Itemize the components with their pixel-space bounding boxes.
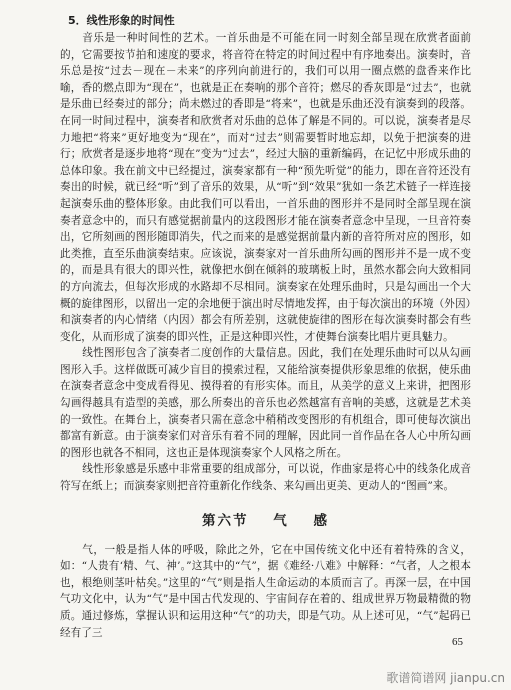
page-number: 65 bbox=[452, 636, 463, 648]
body-paragraph: 线性图形包含了演奏者二度创作的大量信息。因此，我们在处理乐曲时可以从勾画图形入手。这样做既可减少盲目的摸索过程，又能给演奏提供形象思维的依据，使乐曲在演奏者意念中变成看得见、摸得着的有形实体。而且，从美学的意义上来讲，把图形勾画得越具有造型的美感，那么所奏出的音乐也必然越富有音响的美感，这就是艺术美的一致性。在舞台上，演奏者只需在意念中稍稍改变图形的有机组合，即可使每次演出都富有新意。由于演奏家们对音乐有着不同的理解，因此同一首作品在各人心中所勾画的图形也就各不相同，这也正是体现演奏家个人风格之所在。 bbox=[60, 347, 471, 459]
site-watermark: 歌谱简谱网 jianpu.cn bbox=[386, 671, 505, 685]
subsection-title: 5．线性形象的时间性 bbox=[68, 14, 175, 27]
body-paragraph: 音乐是一种时间性的艺术。一首乐曲是不可能在同一时刻全部呈现在欣赏者面前的，它需要按节拍和速度的要求，将音符在特定的时间过程中有序地奏出。演奏时，音乐总是按“过去－现在－未来”的序列向前进行的，我们可以用一圈点燃的盘香来作比喻，香的燃点即为“现在”，也就是正在奏响的那个音符；燃尽的香灰即是“过去”，也就是乐曲已经奏过的部分；尚未燃过的香即是“将来”，也就是乐曲还没有演奏到的段落。在同一时间过程中，演奏者和欣赏者对乐曲的总体了解是不同的。可以说，演奏者是尽力地把“将来”更好地变为“现在”，而对“过去”则需要暂时地忘却，以免于把演奏的进行；欣赏者是逐步地将“现在”变为“过去”，经过大脑的重新编码，在记忆中形成乐曲的总体印象。我在前文中已经提过，演奏家都有一种“预先听觉”的能力，即在音符还没有奏出的时候，就已经“听”到了音乐的效果，从“听”到“效果”犹如一条艺术链子一样连接起演奏乐曲的整体形象。由此我们可以看出，一首乐曲的图形并不是同时全部呈现在演奏者意念中的，而只有感觉据前量内的这段图形才能在演奏者意念中呈现，一旦音符奏出，它所刻画的图形随即消失，代之而来的是感觉据前量内新的音符所对应的图形，如此类推，直至乐曲演奏结束。应该说，演奏家对一首乐曲所勾画的图形并不是一成不变的，而是具有很大的即兴性，就像把水倒在倾斜的玻璃板上时，虽然水都会向大致相同的方向流去，但每次形成的水路却不尽相同。演奏家在处理乐曲时，只是勾画出一个大概的旋律图形，以留出一定的余地便于演出时尽情地发挥，由于每次演出的环境（外因）和演奏者的内心情绪（内因）都会有所差别，这就使旋律的图形在每次演奏时都会有些变化，从而形成了演奏的即兴性，正是这种即兴性，才使舞台演奏比唱片更具魅力。 bbox=[60, 32, 471, 343]
section-paragraph: 气，一般是指人体的呼吸，除此之外，它在中国传统文化中还有着特殊的含义，如：“人贵有‘精、气、神’。”这其中的“气”，据《难经·八难》中解释：“气者，人之根本也，根绝则茎叶枯矣。”这里的“气”则是指人生命运动的本质而言了。再深一层，在中国气功文化中，认为“气”是中国古代发现的、宇宙间存在着的、组成世界万物最精微的物质。通过修炼，掌握认识和运用这种“气”的功夫，即是气功。从上述可见，“气”起码已经有了三 bbox=[60, 543, 471, 639]
body-paragraph: 线性形象感是乐感中非常重要的组成部分，可以说，作曲家是将心中的线条化成音符写在纸上；而演奏家则把音符重新化作线条、来勾画出更美、更动人的“图画”来。 bbox=[60, 463, 471, 493]
section-heading: 第六节 气 感 bbox=[202, 512, 329, 529]
